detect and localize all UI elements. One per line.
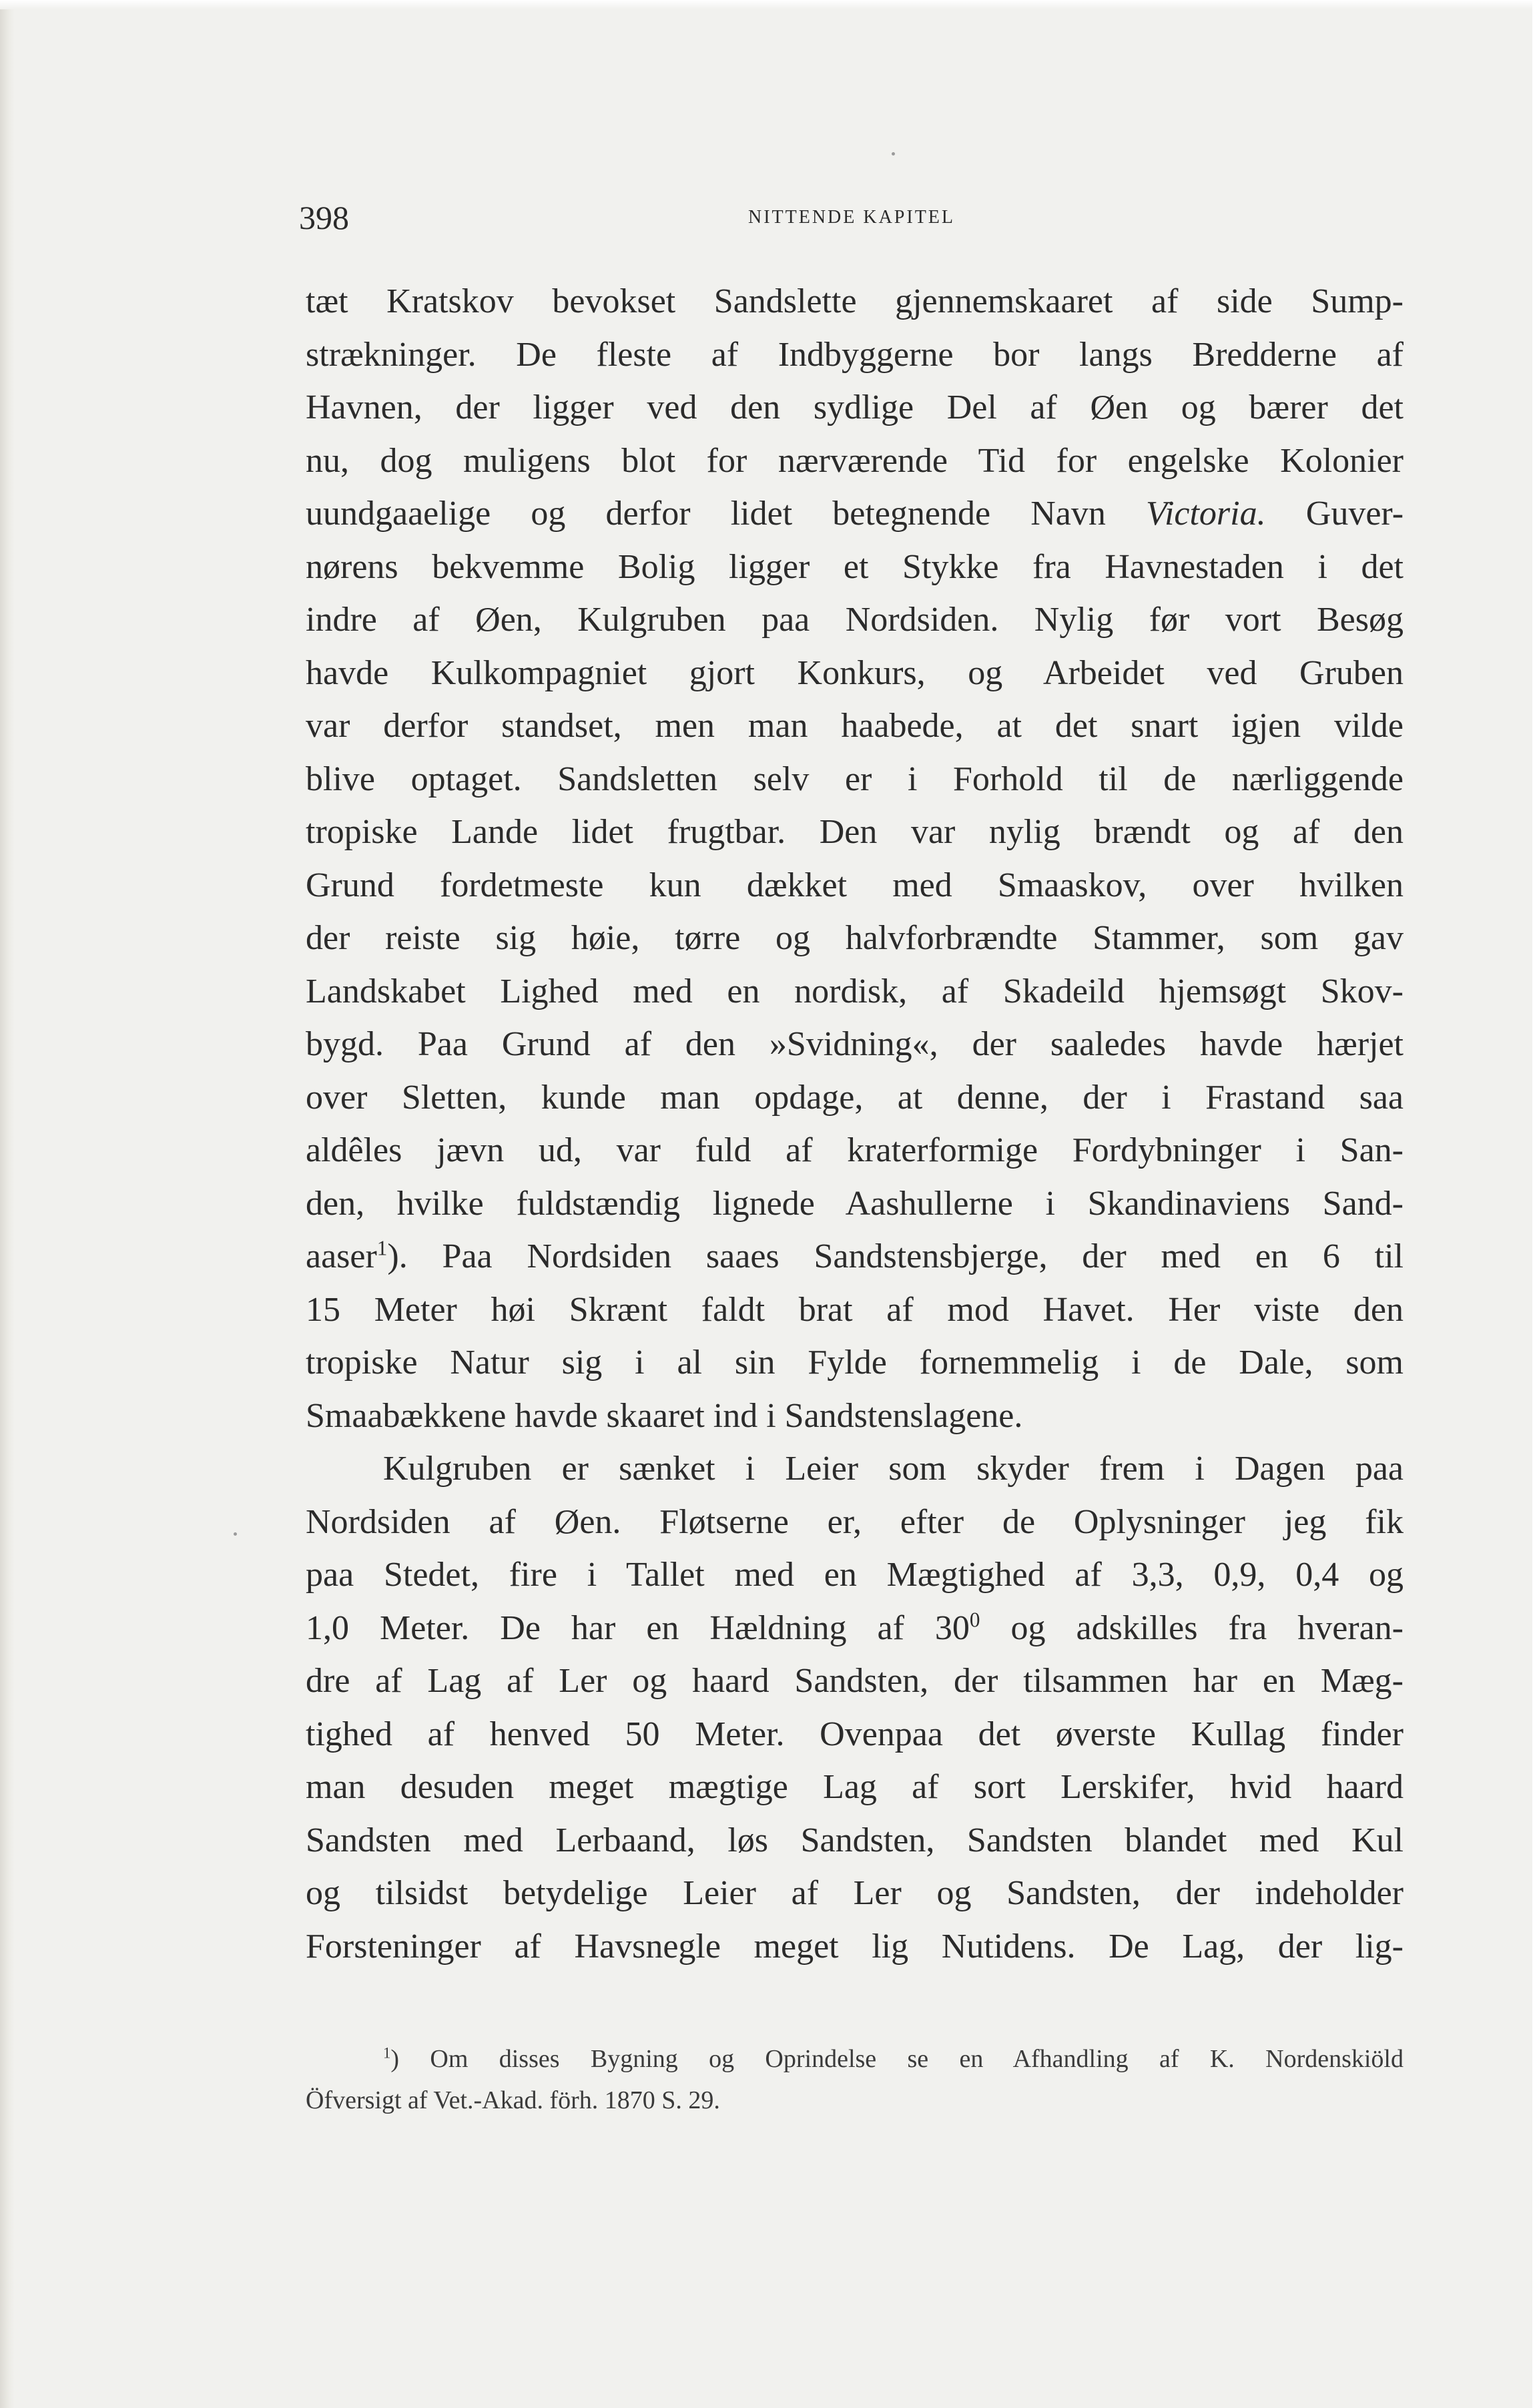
text-line: Forsteninger af Havsnegle meget lig Nutidens. De Lag, der lig- <box>306 1927 1404 1966</box>
running-head: NITTENDE KAPITEL <box>747 207 956 228</box>
text-line: tæt Kratskov bevokset Sandslette gjennemskaaret af side Sump- <box>306 282 1404 320</box>
text-segment: Guver- <box>1305 495 1404 533</box>
body-text <box>306 275 1404 1973</box>
degree-mark: 0 <box>969 1608 980 1632</box>
text-line: over Sletten, kunde man opdage, at denne, der i Frastand saa <box>306 1078 1404 1117</box>
text-line: Smaabækkene havde skaaret ind i Sandstenslagene. <box>306 1396 1023 1435</box>
paper-speck <box>892 152 895 156</box>
text-segment: uundgaaelige og derfor lidet betegnende Navn <box>306 495 1106 533</box>
text-line: bygd. Paa Grund af den »Svidning«, der saaledes havde hærjet <box>306 1025 1404 1063</box>
footnote <box>306 2038 1404 2121</box>
text-line: der reiste sig høie, tørre og halvforbrændte Stammer, som gav <box>306 919 1404 957</box>
text-line: Havnen, der ligger ved den sydlige Del af Øen og bærer det <box>306 388 1404 426</box>
text-line <box>306 487 1404 541</box>
text-line: dre af Lag af Ler og haard Sandsten, der tilsammen har en Mæg- <box>306 1662 1404 1700</box>
text-line: strækninger. De fleste af Indbyggerne bor langs Bredderne af <box>306 335 1404 374</box>
footnote-reference: 1 <box>376 1236 388 1260</box>
text-line: paa Stedet, fire i Tallet med en Mægtighed af 3,3, 0,9, 0,4 og <box>306 1556 1404 1594</box>
page-right-edge <box>1532 0 1535 2408</box>
footnote-line: Öfversigt af Vet.-Akad. förh. 1870 S. 29. <box>306 2086 720 2114</box>
place-name-victoria: Victoria. <box>1146 495 1266 533</box>
text-segment: aaser <box>306 1237 377 1275</box>
text-segment: 1,0 Meter. De har en Hældning af 30 <box>306 1608 970 1647</box>
text-line: nu, dog muligens blot for nærværende Tid for engelske Kolonier <box>306 441 1404 480</box>
text-line <box>306 1602 1404 1655</box>
text-line: Grund fordetmeste kun dækket med Smaaskov, over hvilken <box>306 866 1404 904</box>
page-header <box>299 198 1404 238</box>
text-line: Sandsten med Lerbaand, løs Sandsten, Sandsten blandet med Kul <box>306 1821 1404 1859</box>
text-line: Kulgruben er sænket i Leier som skyder frem i Dagen paa <box>383 1450 1404 1488</box>
footnote-marker: 1 <box>383 2044 391 2062</box>
text-line: aldêles jævn ud, var fuld af kraterformige Fordybninger i San- <box>306 1131 1404 1169</box>
text-line: tropiske Natur sig i al sin Fylde fornemmelig i de Dale, som <box>306 1343 1404 1382</box>
paper-speck <box>234 1532 237 1536</box>
text-segment: og adskilles fra hveran- <box>980 1608 1404 1647</box>
page-left-edge <box>0 0 15 2408</box>
text-line: tighed af henved 50 Meter. Ovenpaa det øverste Kullag finder <box>306 1715 1404 1753</box>
text-line: tropiske Lande lidet frugtbar. Den var nylig brændt og af den <box>306 813 1404 851</box>
text-line: Landskabet Lighed med en nordisk, af Skadeild hjemsøgt Skov- <box>306 972 1404 1010</box>
text-line: Nordsiden af Øen. Fløtserne er, efter de Oplysninger jeg fik <box>306 1502 1404 1541</box>
text-line: indre af Øen, Kulgruben paa Nordsiden. Nylig før vort Besøg <box>306 601 1404 639</box>
text-line: var derfor standset, men man haabede, at det snart igjen vilde <box>306 707 1404 745</box>
text-line: blive optaget. Sandsletten selv er i Forhold til de nærliggende <box>306 760 1404 798</box>
text-line: og tilsidst betydelige Leier af Ler og Sandsten, der indeholder <box>306 1874 1404 1912</box>
text-line: 15 Meter høi Skrænt faldt brat af mod Havet. Her viste den <box>306 1290 1404 1329</box>
footnote-line <box>306 2038 1404 2080</box>
page-number: 398 <box>299 199 349 236</box>
text-line <box>306 1230 1404 1283</box>
text-line: man desuden meget mægtige Lag af sort Lerskifer, hvid haard <box>306 1768 1404 1806</box>
text-line: havde Kulkompagniet gjort Konkurs, og Arbeidet ved Gruben <box>306 653 1404 692</box>
text-line: nørens bekvemme Bolig ligger et Stykke fra Havnestaden i det <box>306 547 1404 586</box>
text-line: den, hvilke fuldstændig lignede Aashullerne i Skandinaviens Sand- <box>306 1184 1404 1223</box>
text-segment: ) Om disses Bygning og Oprindelse se en Afhandling af K. Nordenskiöld <box>390 2045 1404 2073</box>
page-top-edge <box>0 0 1535 9</box>
text-segment: ). Paa Nordsiden saaes Sandstensbjerge, der med en 6 til <box>387 1237 1404 1275</box>
